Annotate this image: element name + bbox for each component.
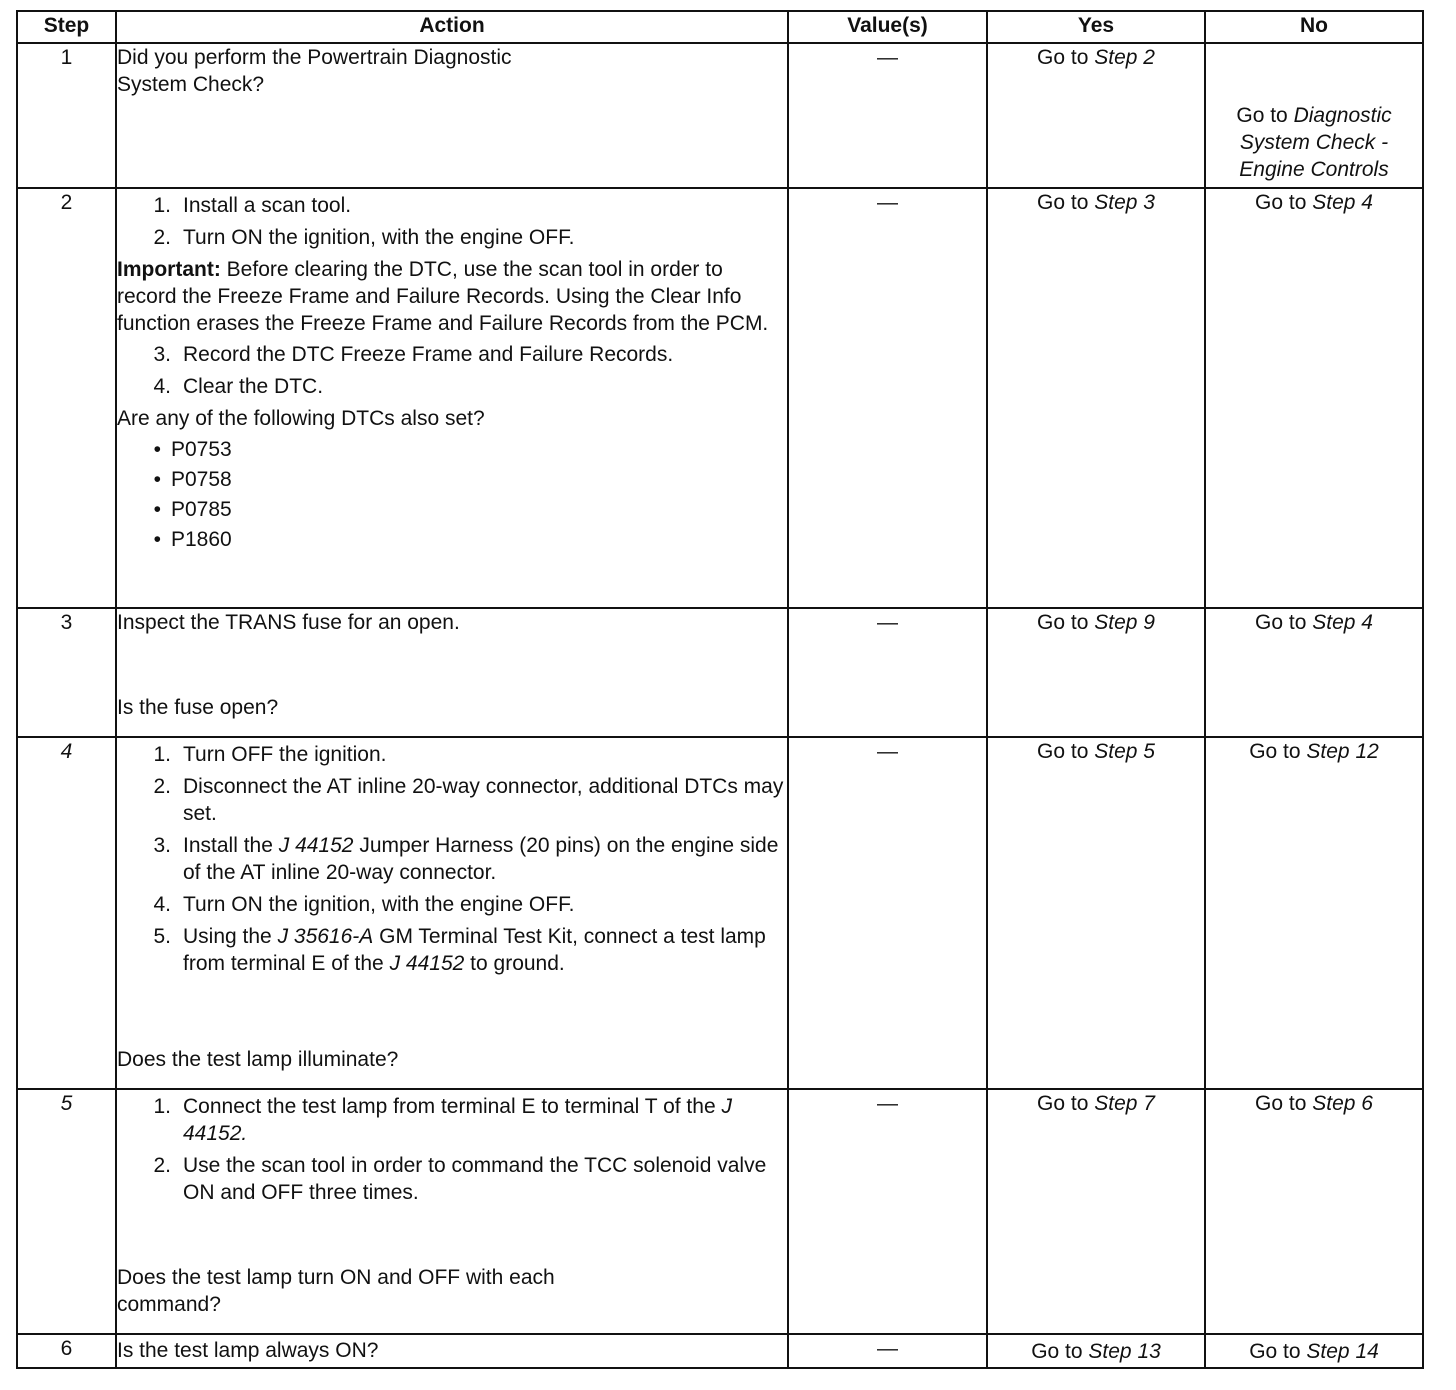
list-item: 2. Use the scan tool in order to command the TCC solenoid valve ON and OFF three times. (153, 1154, 767, 1204)
list-item: 3. Install the J 44152 Jumper Harness (20 pins) on the engine side of the AT inline 20-way connector. (153, 834, 779, 884)
yes-cell: Go to Step 3 (987, 188, 1205, 608)
table-row (17, 608, 1423, 737)
table-row (17, 737, 1423, 1089)
list-item: 1. Connect the test lamp from terminal E to terminal T of the J 44152. (153, 1095, 732, 1145)
no-cell: Go to Step 4 (1205, 608, 1423, 737)
step-number: 6 (17, 1334, 116, 1368)
yes-cell: Go to Step 13 (987, 1334, 1205, 1368)
value-cell: — (788, 1334, 987, 1368)
yes-step-ref: Step 5 (1094, 740, 1155, 763)
value-cell: — (788, 43, 987, 188)
header-values: Value(s) (788, 11, 987, 43)
header-yes: Yes (987, 11, 1205, 43)
yes-step-ref: Step 3 (1094, 191, 1155, 214)
dtc-item: • P0785 (153, 498, 232, 521)
header-step: Step (17, 11, 116, 43)
action-cell (116, 188, 788, 608)
no-ref-line: Diagnostic (1293, 104, 1392, 127)
step-number: 5 (17, 1089, 116, 1334)
step-number: 4 (17, 737, 116, 1089)
question-text: Is the fuse open? (117, 696, 279, 719)
question-text: Does the test lamp turn ON and OFF with each command? (117, 1266, 555, 1316)
action-text: Did you perform the Powertrain Diagnostic (117, 46, 512, 69)
tool-ref: J 44152 (389, 952, 465, 975)
goto-text: Go to (1037, 46, 1089, 69)
list-item: 2. Turn ON the ignition, with the engine OFF. (153, 226, 575, 249)
list-item: 3. Record the DTC Freeze Frame and Failure Records. (153, 343, 674, 366)
action-cell (116, 608, 788, 737)
table-row (17, 1089, 1423, 1334)
no-step-ref: Step 4 (1312, 611, 1373, 634)
tool-ref: J 35616-A (277, 925, 374, 948)
action-cell (116, 737, 788, 1089)
no-step-ref: Step 14 (1306, 1339, 1379, 1363)
dtc-item: • P1860 (153, 528, 232, 551)
yes-cell: Go to Step 5 (987, 737, 1205, 1089)
header-action: Action (116, 11, 788, 43)
list-item: 1. Turn OFF the ignition. (153, 743, 387, 766)
yes-step-ref: Step 9 (1094, 611, 1155, 634)
no-ref-line: Engine Controls (1239, 158, 1389, 181)
question-text: Are any of the following DTCs also set? (117, 407, 485, 430)
table-row (17, 188, 1423, 608)
no-cell: Go to Step 6 (1205, 1089, 1423, 1334)
no-cell: Go to Step 12 (1205, 737, 1423, 1089)
step-number: 1 (17, 43, 116, 188)
step-number: 2 (17, 188, 116, 608)
important-label: Important: (117, 258, 221, 281)
yes-step-ref: Step 7 (1094, 1092, 1155, 1115)
list-item: 4. Clear the DTC. (153, 375, 324, 398)
action-text: System Check? (117, 73, 265, 96)
question-text: Is the test lamp always ON? (117, 1339, 379, 1362)
yes-cell: Go to Step 7 (987, 1089, 1205, 1334)
table-row (17, 1334, 1423, 1368)
tool-ref: J 44152. (183, 1095, 732, 1145)
no-cell: Go to Step 14 (1205, 1334, 1423, 1368)
no-step-ref: Step 12 (1306, 740, 1379, 763)
no-step-ref: Step 6 (1312, 1092, 1373, 1115)
action-cell (116, 43, 788, 188)
action-cell (116, 1334, 788, 1368)
value-cell: — (788, 737, 987, 1089)
value-cell: — (788, 608, 987, 737)
goto-text: Go to (1236, 104, 1288, 127)
yes-step-ref: Step 13 (1088, 1339, 1161, 1363)
no-step-ref: Step 4 (1312, 191, 1373, 214)
dtc-item: • P0758 (153, 468, 232, 491)
list-item: 5. Using the J 35616-A GM Terminal Test Kit, connect a test lamp from terminal E of the J 44152 to ground. (153, 925, 766, 975)
tool-ref: J 44152 (278, 834, 354, 857)
header-row (17, 11, 1423, 43)
yes-cell: Go to Step 9 (987, 608, 1205, 737)
no-cell: Go to Step 4 (1205, 188, 1423, 608)
yes-step-ref: Step 2 (1094, 46, 1155, 69)
diagnostic-table (16, 10, 1424, 1369)
list-item: 2. Disconnect the AT inline 20-way connector, additional DTCs may set. (153, 775, 784, 825)
dtc-item: • P0753 (153, 438, 232, 461)
yes-cell (987, 43, 1205, 188)
value-cell: — (788, 188, 987, 608)
value-cell: — (788, 1089, 987, 1334)
list-item: 1. Install a scan tool. (153, 194, 352, 217)
important-note: Important: Before clearing the DTC, use the scan tool in order to record the Freeze Frame and Failure Records. Using the Clear Info function erases the Freeze Frame and Failure Records from the PCM. (117, 258, 769, 335)
list-item: 4. Turn ON the ignition, with the engine OFF. (153, 893, 575, 916)
action-cell (116, 1089, 788, 1334)
question-text: Does the test lamp illuminate? (117, 1048, 399, 1071)
header-no: No (1205, 11, 1423, 43)
step-number: 3 (17, 608, 116, 737)
no-cell (1205, 43, 1423, 188)
table-row (17, 43, 1423, 188)
no-ref-line: System Check - (1239, 131, 1389, 154)
action-text: Inspect the TRANS fuse for an open. (117, 611, 460, 634)
